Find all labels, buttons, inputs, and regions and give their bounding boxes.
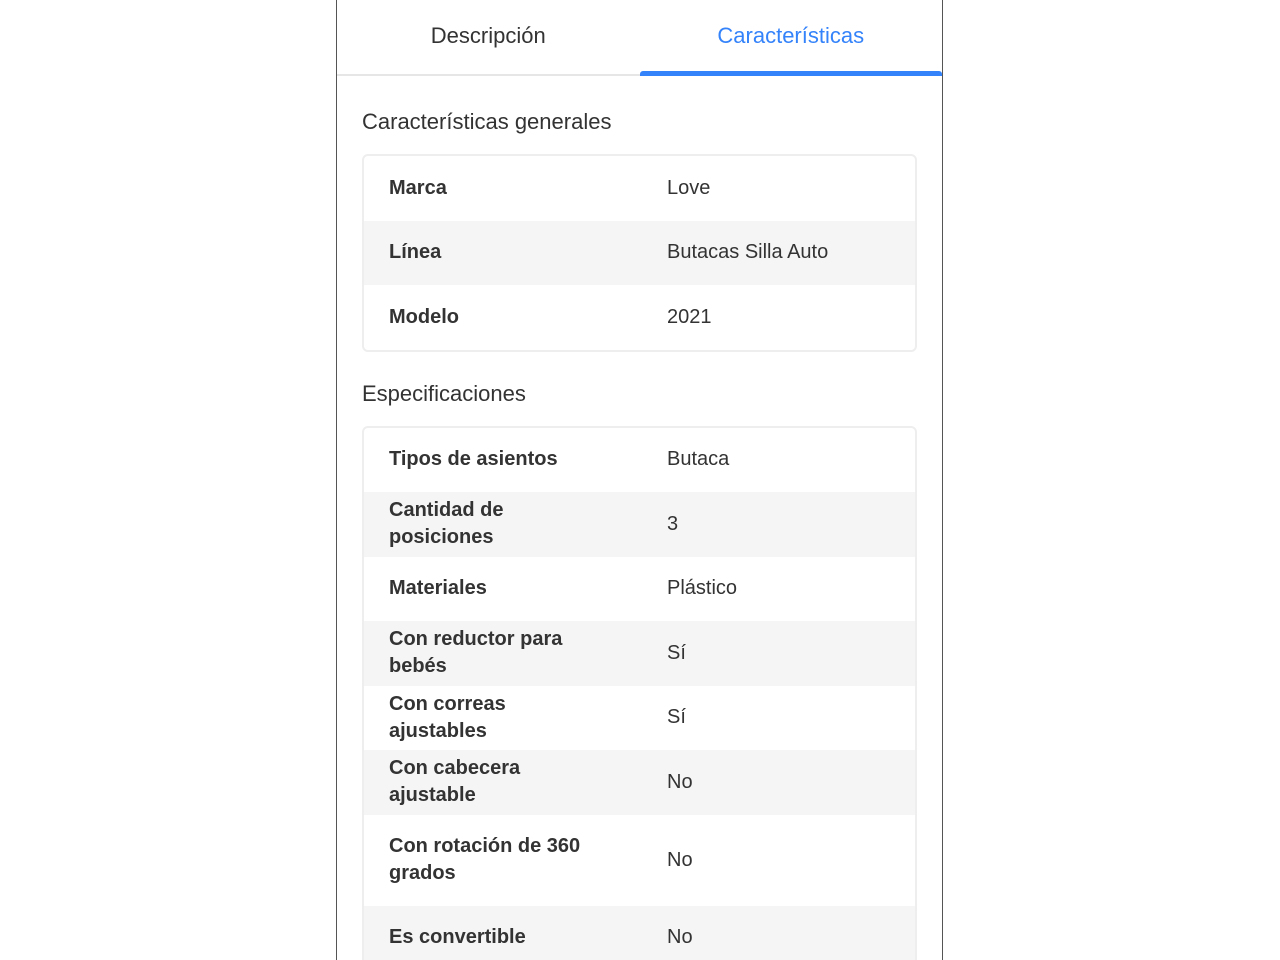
spec-value: Love <box>667 176 711 199</box>
spec-label: Línea <box>389 241 442 264</box>
product-details-panel <box>336 0 943 960</box>
spec-value: No <box>667 926 693 949</box>
spec-value: 3 <box>667 512 679 535</box>
spec-value: Sí <box>667 706 686 729</box>
section-title-specs: Especificaciones <box>362 380 526 406</box>
spec-label: Con reductor para bebés <box>389 628 563 678</box>
spec-value: Butaca <box>667 448 730 471</box>
specs-table <box>362 426 917 960</box>
spec-value: Sí <box>667 641 686 664</box>
spec-label: Es convertible <box>389 926 526 949</box>
spec-label: Modelo <box>389 305 459 328</box>
spec-label: Con correas ajustables <box>389 692 506 742</box>
spec-value: Butacas Silla Auto <box>667 241 829 264</box>
table-row <box>364 156 915 221</box>
spec-label: Cantidad de posiciones <box>389 499 504 549</box>
table-row <box>364 906 915 960</box>
spec-label: Materiales <box>389 577 487 600</box>
tab-caracteristicas[interactable]: Características <box>640 0 943 74</box>
spec-label: Tipos de asientos <box>389 448 558 471</box>
spec-label: Marca <box>389 176 447 199</box>
spec-value: No <box>667 770 693 793</box>
tab-descripcion[interactable]: Descripción <box>430 23 546 48</box>
table-row <box>364 815 915 906</box>
spec-value: No <box>667 848 693 871</box>
table-row <box>364 557 915 622</box>
table-row <box>364 428 915 493</box>
table-row <box>364 221 915 286</box>
section-title-general: Características generales <box>362 109 612 134</box>
table-row <box>364 285 915 350</box>
spec-label: Con rotación de 360 grados <box>389 835 581 884</box>
table-row <box>364 686 915 751</box>
table-row <box>364 492 915 557</box>
spec-label: Con cabecera ajustable <box>389 757 521 807</box>
tab-bar <box>337 0 942 76</box>
table-row <box>364 621 915 686</box>
general-specs-table <box>362 154 917 352</box>
spec-value: Plástico <box>667 577 738 600</box>
table-row <box>364 750 915 815</box>
spec-value: 2021 <box>667 305 712 328</box>
